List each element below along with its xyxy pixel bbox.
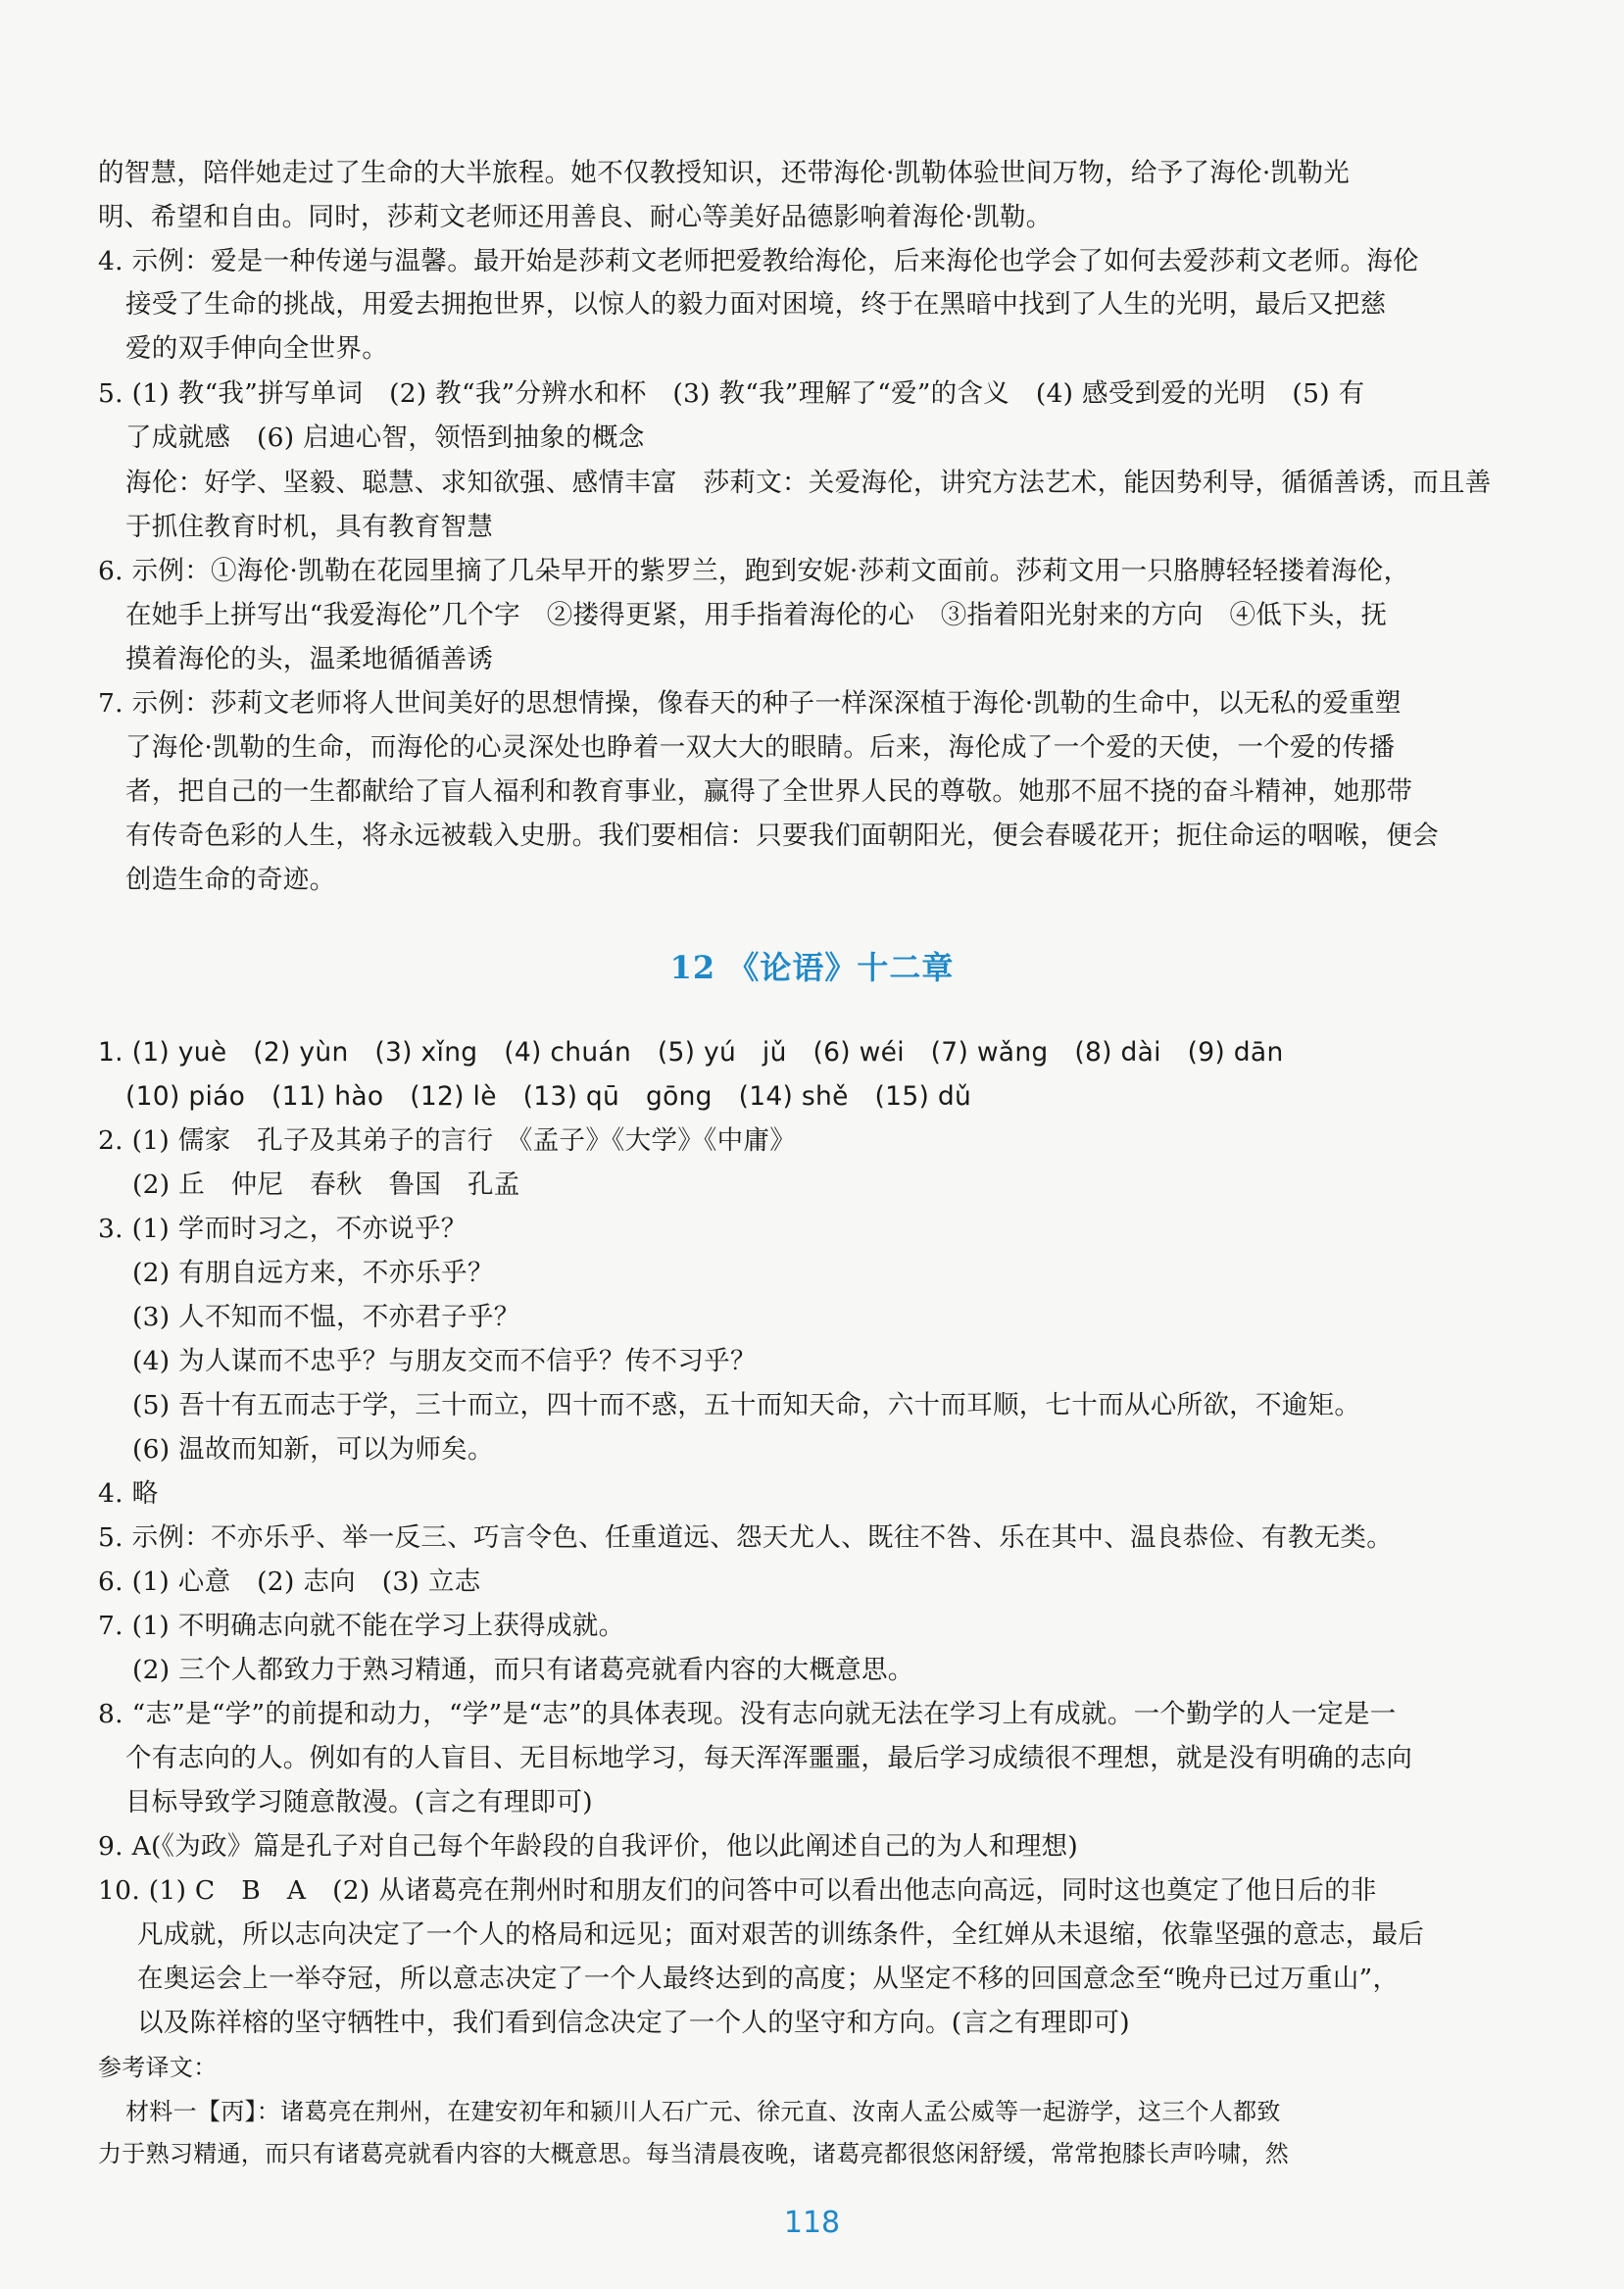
- text-line: 以及陈祥榕的坚守牺牲中，我们看到信念决定了一个人的坚守和方向。(言之有理即可): [137, 2008, 1130, 2038]
- text-line: (2) 丘 仲尼 春秋 鲁国 孔孟: [132, 1169, 520, 1200]
- text-line: 材料一【丙】：诸葛亮在荆州，在建安初年和颍川人石广元、徐元直、汝南人孟公威等一起游学，这三个人都致: [125, 2098, 1281, 2125]
- text-line: (5) 吾十有五而志于学，三十而立，四十而不惑，五十而知天命，六十而耳顺，七十而从心所欲，不逾矩。: [132, 1390, 1361, 1420]
- text-line: 4. 略: [98, 1478, 159, 1509]
- text-line: 目标导致学习随意散漫。(言之有理即可): [125, 1787, 593, 1817]
- text-line: 在奥运会上一举夺冠，所以意志决定了一个人最终达到的高度；从坚定不移的回国意念至“晚舟已过万重山”，: [137, 1964, 1400, 1994]
- text-line: 接受了生命的挑战，用爱去拥抱世界，以惊人的毅力面对困境，终于在黑暗中找到了人生的光明，最后又把慈: [125, 289, 1387, 320]
- text-line: (10) piáo (11) hào (12) lè (13) qū gōng (14) shě (15) dǔ: [125, 1081, 972, 1112]
- text-line: 1. (1) yuè (2) yùn (3) xǐng (4) chuán (5) yú jǔ (6) wéi (7) wǎng (8) dài (9) dān: [98, 1037, 1284, 1068]
- text-line: 了海伦·凯勒的生命，而海伦的心灵深处也睁着一双大大的眼睛。后来，海伦成了一个爱的天使，一个爱的传播: [125, 732, 1396, 763]
- text-line: 者，把自己的一生都献给了盲人福利和教育事业，赢得了全世界人民的尊敬。她那不屈不挠的奋斗精神，她那带: [125, 776, 1413, 807]
- text-line: 7. (1) 不明确志向就不能在学习上获得成就。: [98, 1611, 625, 1641]
- text-line: 5. 示例：不亦乐乎、举一反三、巧言令色、任重道远、怨天尤人、既往不咎、乐在其中、温良恭俭、有教无类。: [98, 1522, 1394, 1553]
- text-line: 7. 示例：莎莉文老师将人世间美好的思想情操，像春天的种子一样深深植于海伦·凯勒的生命中，以无私的爱重塑: [98, 688, 1402, 719]
- text-line: 10. (1) C B A (2) 从诸葛亮在荆州时和朋友们的问答中可以看出他志向高远，同时这也奠定了他日后的非: [98, 1875, 1377, 1906]
- text-line: 3. (1) 学而时习之，不亦说乎？: [98, 1214, 468, 1244]
- text-line: 5. (1) 教“我”拼写单词 (2) 教“我”分辨水和杯 (3) 教“我”理解了“爱”的含义 (4) 感受到爱的光明 (5) 有: [98, 378, 1365, 409]
- text-line: 8. “志”是“学”的前提和动力，“学”是“志”的具体表现。没有志向就无法在学习上有成就。一个勤学的人一定是一: [98, 1699, 1397, 1729]
- text-line: 创造生命的奇迹。: [125, 865, 336, 895]
- text-line: 凡成就，所以志向决定了一个人的格局和远见；面对艰苦的训练条件，全红婵从未退缩，依靠坚强的意志，最后: [137, 1919, 1425, 1950]
- text-line: 6. 示例：①海伦·凯勒在花园里摘了几朵早开的紫罗兰，跑到安妮·莎莉文面前。莎莉文用一只胳膊轻轻搂着海伦，: [98, 556, 1410, 586]
- text-line: (2) 有朋自远方来，不亦乐乎？: [132, 1258, 494, 1288]
- text-line: 摸着海伦的头，温柔地循循善诱: [125, 644, 494, 674]
- text-line: (6) 温故而知新，可以为师矣。: [132, 1434, 494, 1465]
- text-line: 爱的双手伸向全世界。: [125, 333, 388, 364]
- text-line: (2) 三个人都致力于熟习精通，而只有诸葛亮就看内容的大概意思。: [132, 1655, 914, 1685]
- section-title: 12 《论语》十二章: [669, 949, 955, 986]
- text-line: 的智慧，陪伴她走过了生命的大半旅程。她不仅教授知识，还带海伦·凯勒体验世间万物，给予了海伦·凯勒光: [98, 158, 1351, 188]
- text-line: (3) 人不知而不愠，不亦君子乎？: [132, 1302, 520, 1332]
- text-line: 6. (1) 心意 (2) 志向 (3) 立志: [98, 1567, 481, 1597]
- text-line: 4. 示例：爱是一种传递与温馨。最开始是莎莉文老师把爱教给海伦，后来海伦也学会了如何去爱莎莉文老师。海伦: [98, 246, 1419, 276]
- text-line: 力于熟习精通，而只有诸葛亮就看内容的大概意思。每当清晨夜晚，诸葛亮都很悠闲舒缓，常常抱膝长声吟啸，然: [98, 2140, 1289, 2167]
- text-line: 有传奇色彩的人生，将永远被载入史册。我们要相信：只要我们面朝阳光，便会春暖花开；扼住命运的咽喉，便会: [125, 821, 1439, 851]
- text-line: 明、希望和自由。同时，莎莉文老师还用善良、耐心等美好品德影响着海伦·凯勒。: [98, 202, 1053, 232]
- text-line: 个有志向的人。例如有的人盲目、无目标地学习，每天浑浑噩噩，最后学习成绩很不理想，就是没有明确的志向: [125, 1743, 1413, 1773]
- text-line: 了成就感 (6) 启迪心智，领悟到抽象的概念: [125, 423, 645, 453]
- text-line: 2. (1) 儒家 孔子及其弟子的言行 《孟子》《大学》《中庸》: [98, 1125, 797, 1156]
- text-line: 参考译文：: [98, 2054, 218, 2081]
- text-line: 于抓住教育时机，具有教育智慧: [125, 512, 494, 542]
- text-line: (4) 为人谋而不忠乎？与朋友交而不信乎？传不习乎？: [132, 1346, 757, 1376]
- text-line: 9. A(《为政》篇是孔子对自己每个年龄段的自我评价，他以此阐述自己的为人和理想): [98, 1831, 1079, 1862]
- text-line: 海伦：好学、坚毅、聪慧、求知欲强、感情丰富 莎莉文：关爱海伦，讲究方法艺术，能因势利导，循循善诱，而且善: [125, 468, 1492, 498]
- text-line: 在她手上拼写出“我爱海伦”几个字 ②搂得更紧，用手指着海伦的心 ③指着阳光射来的方向 ④低下头，抚: [125, 600, 1388, 630]
- page-number: 118: [783, 2206, 841, 2240]
